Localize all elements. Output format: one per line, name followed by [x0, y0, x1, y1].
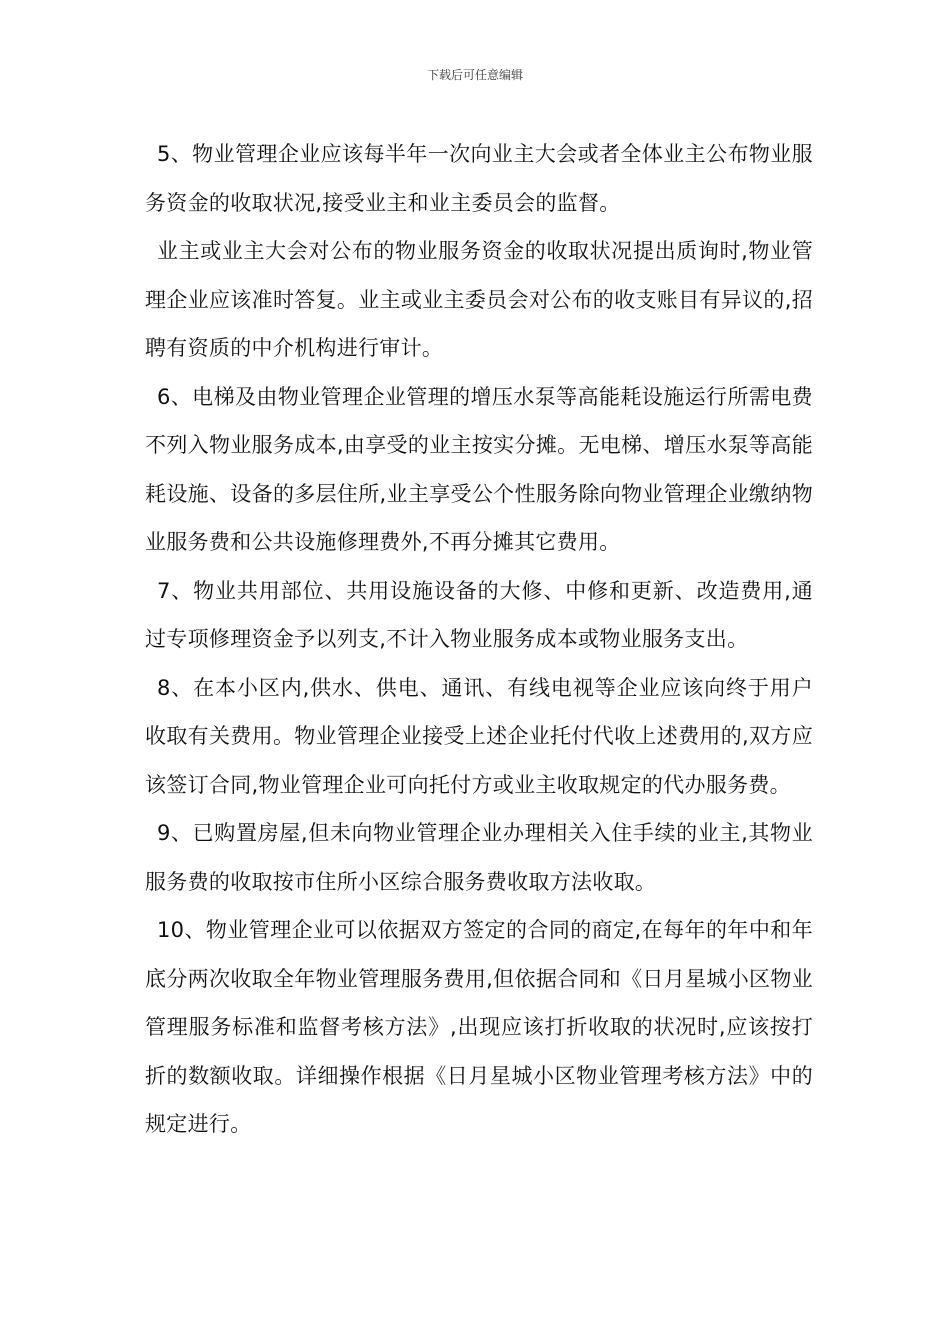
paragraph-5: 5、物业管理企业应该每半年一次向业主大会或者全体业主公布物业服务资金的收取状况,接受业主和业主委员会的监督。	[145, 142, 813, 215]
document-body	[145, 130, 813, 1149]
page-header: 下载后可任意编辑	[426, 68, 523, 82]
paragraph-9: 9、已购置房屋,但未向物业管理企业办理相关入住手续的业主,其物业服务费的收取按市住所小区综合服务费收取方法收取。	[145, 821, 813, 894]
paragraph-10: 10、物业管理企业可以依据双方签定的合同的商定,在每年的年中和年底分两次收取全年物业管理服务费用,但依据合同和《日月星城小区物业管理服务标准和监督考核方法》,出现应该打折收取的状况时,应该按打折的数额收取。详细操作根据《日月星城小区物业管理考核方法》中的规定进行。	[145, 918, 813, 1136]
paragraph-5-continued: 业主或业主大会对公布的物业服务资金的收取状况提出质询时,物业管理企业应该准时答复。业主或业主委员会对公布的收支账目有异议的,招聘有资质的中介机构进行审计。	[145, 239, 813, 360]
paragraph-7: 7、物业共用部位、共用设施设备的大修、中修和更新、改造费用,通过专项修理资金予以列支,不计入物业服务成本或物业服务支出。	[145, 578, 813, 651]
paragraph-8: 8、在本小区内,供水、供电、通讯、有线电视等企业应该向终于用户收取有关费用。物业管理企业接受上述企业托付代收上述费用的,双方应该签订合同,物业管理企业可向托付方或业主收取规定的代办服务费。	[145, 675, 813, 797]
paragraph-6: 6、电梯及由物业管理企业管理的增压水泵等高能耗设施运行所需电费不列入物业服务成本,由享受的业主按实分摊。无电梯、增压水泵等高能耗设施、设备的多层住所,业主享受公个性服务除向物业管理企业缴纳物业服务费和公共设施修理费外,不再分摊其它费用。	[145, 384, 813, 554]
